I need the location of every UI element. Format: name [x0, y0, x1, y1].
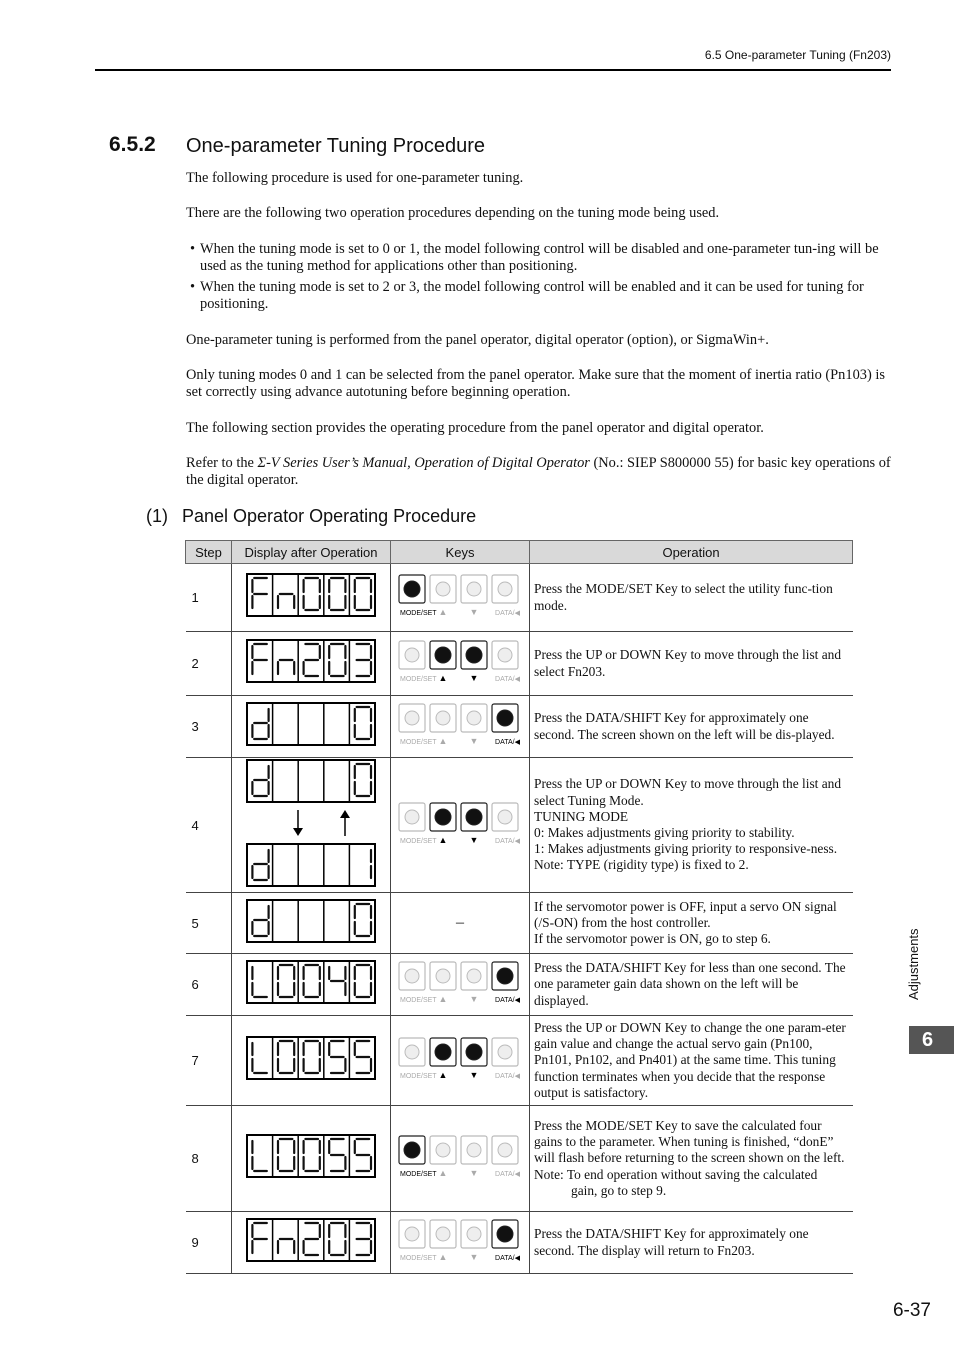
key-label: MODE/SET: [400, 676, 437, 683]
table-row: [186, 632, 853, 696]
mode-set-key[interactable]: [399, 641, 425, 669]
operation-cell: [530, 758, 853, 893]
lcd-display: [246, 1036, 376, 1080]
display-sequence: [232, 759, 390, 892]
key-button: [498, 648, 512, 662]
lcd-display: [246, 759, 376, 803]
lcd-display: [246, 1134, 376, 1178]
step-number: 9: [186, 1212, 232, 1274]
data-shift-key[interactable]: [492, 704, 518, 732]
mode-set-key[interactable]: [399, 803, 425, 831]
key-button: [467, 1227, 481, 1241]
key-button: [466, 647, 482, 663]
keys-cell: [391, 632, 530, 696]
key-button: [467, 1143, 481, 1157]
key-button: [498, 1143, 512, 1157]
key-label: ▼: [469, 1168, 479, 1178]
operation-text: If the servomotor power is ON, go to step 6.: [534, 931, 771, 947]
up-key[interactable]: [430, 641, 456, 669]
key-button: [436, 1143, 450, 1157]
operation-text: gain, go to step 9.: [571, 1182, 667, 1198]
data-shift-key[interactable]: [492, 575, 518, 603]
data-shift-key[interactable]: [492, 962, 518, 990]
key-label: ▲: [438, 1070, 448, 1080]
up-key[interactable]: [430, 1220, 456, 1248]
operation-text: Press the UP or DOWN Key to move through the list and select Fn203.: [534, 647, 842, 679]
key-label: DATA/◀: [495, 610, 520, 617]
procedure-table: [185, 540, 853, 1274]
operation-text: Press the MODE/SET Key to save the calculated four gains to the parameter. When tuning is finished, “donE” will flash before returning to the screen shown on the left.: [534, 1117, 845, 1166]
key-button: [436, 969, 450, 983]
operation-text: Press the DATA/SHIFT Key for approximately one second. The display will return to Fn203.: [534, 1226, 809, 1258]
keys-cell: [391, 893, 530, 954]
key-label: MODE/SET: [400, 1255, 437, 1262]
key-label: DATA/◀: [495, 837, 520, 845]
key-label: MODE/SET: [400, 1073, 437, 1080]
key-button: [467, 582, 481, 596]
keys-cell: [391, 1212, 530, 1274]
operation-text: Press the DATA/SHIFT Key for less than one second. The one parameter gain data shown on the left will be displayed.: [534, 960, 846, 1008]
key-button: [497, 968, 513, 984]
mode-set-key[interactable]: [399, 575, 425, 603]
key-button: [435, 809, 451, 825]
header-rule: [95, 69, 891, 71]
key-button: [405, 1045, 419, 1059]
down-key[interactable]: [461, 641, 487, 669]
paragraph: The following procedure is used for one-parameter tuning.: [186, 170, 524, 186]
keys-cell: [391, 696, 530, 758]
operation-text: Press the UP or DOWN Key to move through the list and select Tuning Mode.: [534, 776, 842, 808]
data-shift-key[interactable]: [492, 1136, 518, 1164]
table-header-row: [186, 541, 853, 564]
mode-set-key[interactable]: [399, 1220, 425, 1248]
step-number: 2: [186, 632, 232, 696]
operation-text: TUNING MODE: [534, 808, 629, 824]
display-cell: [232, 1212, 391, 1274]
operation-text: Press the MODE/SET Key to select the utility func-tion mode.: [534, 581, 833, 613]
operation-text: If the servomotor power is OFF, input a servo ON signal (/S-ON) from the host controller.: [534, 898, 837, 930]
bullet-item: [190, 279, 890, 313]
key-label: DATA/◀: [495, 1073, 520, 1080]
key-button: [436, 582, 450, 596]
reference-post: (No.: SIEP S800000 55) for basic key operations of the digital operator.: [186, 455, 891, 488]
keypad: [398, 799, 522, 847]
display-cell: [232, 632, 391, 696]
key-button: [405, 648, 419, 662]
up-key[interactable]: [430, 803, 456, 831]
display-cell: [232, 696, 391, 758]
lcd-display: [246, 843, 376, 887]
key-label: ▲: [438, 673, 448, 683]
operation-text: Press the UP or DOWN Key to change the one param-eter gain value and change the actual servo gain (Pn100, Pn101, Pn102, and Pn401) at the same time. This tuning function terminates when you decide that the response output is satisfactory.: [534, 1019, 846, 1100]
col-header-operation: Operation: [530, 541, 853, 564]
keypad: [398, 1216, 522, 1264]
no-keys-dash: –: [456, 914, 464, 931]
step-number: 7: [186, 1016, 232, 1106]
keypad: [398, 637, 522, 685]
chapter-tab: 6: [909, 1026, 954, 1054]
keypad: [398, 700, 522, 748]
arrow-up-icon: [340, 810, 350, 818]
manual-title: Σ-V Series User’s Manual, Operation of Digital Operator: [257, 455, 590, 471]
keypad: [398, 958, 522, 1006]
table-row: [186, 893, 853, 954]
down-key[interactable]: [461, 575, 487, 603]
key-button: [405, 1227, 419, 1241]
key-button: [405, 711, 419, 725]
paragraph: Only tuning modes 0 and 1 can be selected from the panel operator. Make sure that the moment of inertia ratio (Pn103) is set correctly using advance autotuning before beginning operation.: [186, 367, 885, 400]
operation-text: 1: Makes adjustments giving priority to responsive-ness.: [534, 841, 838, 857]
key-button: [435, 1044, 451, 1060]
bullet-text: When the tuning mode is set to 0 or 1, the model following control will be disabled and one-parameter tun-ing will be used as the tuning method for applications other than positioning.: [200, 241, 879, 274]
key-label: ▼: [469, 607, 479, 617]
lcd-display: [246, 960, 376, 1004]
display-cell: [232, 758, 391, 893]
key-label: ▼: [469, 673, 479, 683]
operation-cell: [530, 564, 853, 632]
key-label: ▼: [469, 1070, 479, 1080]
table-row: [186, 1016, 853, 1106]
up-key[interactable]: [430, 1136, 456, 1164]
key-label: ▼: [469, 994, 479, 1004]
key-button: [498, 1045, 512, 1059]
operation-cell: [530, 1212, 853, 1274]
table-row: [186, 696, 853, 758]
key-label: ▲: [438, 607, 448, 617]
mode-set-key[interactable]: [399, 1136, 425, 1164]
operation-cell: [530, 696, 853, 758]
step-number: 6: [186, 954, 232, 1016]
table-row: [186, 758, 853, 893]
key-label: ▼: [469, 834, 479, 845]
key-button: [467, 969, 481, 983]
display-cell: [232, 893, 391, 954]
keys-cell: [391, 564, 530, 632]
col-header-display: Display after Operation: [232, 541, 391, 564]
key-label: DATA/◀: [495, 676, 520, 683]
bullet-mark: •: [190, 279, 196, 295]
paragraph-reference: [186, 455, 891, 489]
key-label: MODE/SET: [400, 739, 437, 746]
paragraph: One-parameter tuning is performed from the panel operator, digital operator (option), or SigmaWin+.: [186, 332, 769, 348]
key-label: DATA/◀: [495, 1171, 520, 1178]
reference-pre: Refer to the: [186, 455, 258, 471]
paragraph: The following section provides the operating procedure from the panel operator and digital operator.: [186, 420, 764, 436]
down-key[interactable]: [461, 1136, 487, 1164]
data-shift-key[interactable]: [492, 641, 518, 669]
lcd-display: [246, 1218, 376, 1262]
col-header-step: Step: [186, 541, 232, 564]
key-button: [467, 711, 481, 725]
key-button: [404, 1142, 420, 1158]
down-key[interactable]: [461, 1220, 487, 1248]
key-label: ▼: [469, 1252, 479, 1262]
operation-cell: [530, 632, 853, 696]
display-cell: [232, 564, 391, 632]
display-cell: [232, 1016, 391, 1106]
key-button: [405, 969, 419, 983]
keypad: [398, 1132, 522, 1180]
bullet-text: When the tuning mode is set to 2 or 3, the model following control will be enabled and it can be used for tuning for positioning.: [200, 279, 864, 312]
operation-cell: [530, 1016, 853, 1106]
keys-cell: [391, 1016, 530, 1106]
key-label: MODE/SET: [400, 997, 437, 1004]
down-key[interactable]: [461, 803, 487, 831]
keypad: [398, 1034, 522, 1082]
operation-text: Note: TYPE (rigidity type) is fixed to 2.: [534, 857, 749, 873]
data-shift-key[interactable]: [492, 1038, 518, 1066]
table-row: [186, 1106, 853, 1212]
key-button: [498, 810, 512, 824]
key-button: [435, 647, 451, 663]
key-label: MODE/SET: [400, 1171, 437, 1178]
mode-set-key[interactable]: [399, 962, 425, 990]
table-row: [186, 564, 853, 632]
page-number: 6-37: [892, 1300, 931, 1321]
col-header-keys: Keys: [391, 541, 530, 564]
lcd-display: [246, 702, 376, 746]
up-key[interactable]: [430, 704, 456, 732]
table-row: [186, 954, 853, 1016]
data-shift-key[interactable]: [492, 1220, 518, 1248]
key-label: ▼: [469, 736, 479, 746]
operation-text: Press the DATA/SHIFT Key for approximately one second. The screen shown on the left will be dis-played.: [534, 710, 835, 742]
table-row: [186, 1212, 853, 1274]
subsection-heading: [146, 506, 476, 527]
section-title: One-parameter Tuning Procedure: [186, 135, 486, 157]
down-key[interactable]: [461, 962, 487, 990]
lcd-display: [246, 573, 376, 617]
operation-text: 0: Makes adjustments giving priority to stability.: [534, 825, 795, 840]
keys-cell: [391, 758, 530, 893]
key-label: MODE/SET: [400, 837, 437, 845]
display-cell: [232, 1106, 391, 1212]
mode-set-key[interactable]: [399, 704, 425, 732]
key-label: DATA/◀: [495, 739, 520, 746]
key-label: ▲: [438, 994, 448, 1004]
mode-set-key[interactable]: [399, 1038, 425, 1066]
key-label: ▲: [438, 834, 448, 845]
key-label: ▲: [438, 1252, 448, 1262]
step-number: 3: [186, 696, 232, 758]
key-button: [466, 809, 482, 825]
paragraph: There are the following two operation procedures depending on the tuning mode being used.: [186, 205, 720, 221]
keypad: [398, 571, 522, 619]
data-shift-key[interactable]: [492, 803, 518, 831]
step-number: 4: [186, 758, 232, 893]
keys-cell: [391, 954, 530, 1016]
up-key[interactable]: [430, 1038, 456, 1066]
key-button: [436, 1227, 450, 1241]
down-key[interactable]: [461, 1038, 487, 1066]
subsection-number: (1): [146, 506, 168, 526]
key-button: [497, 710, 513, 726]
key-button: [404, 581, 420, 597]
running-header: 6.5 One-parameter Tuning (Fn203): [704, 48, 891, 62]
key-button: [497, 1226, 513, 1242]
step-number: 1: [186, 564, 232, 632]
up-key[interactable]: [430, 575, 456, 603]
subsection-title: Panel Operator Operating Procedure: [182, 506, 477, 526]
operation-cell: [530, 1106, 853, 1212]
key-button: [498, 582, 512, 596]
key-label: ▲: [438, 736, 448, 746]
key-button: [466, 1044, 482, 1060]
bullet-mark: •: [190, 241, 196, 257]
section-number: 6.5.2: [109, 133, 156, 156]
key-button: [405, 810, 419, 824]
key-label: ▲: [438, 1168, 448, 1178]
key-label: MODE/SET: [400, 610, 437, 617]
display-cell: [232, 954, 391, 1016]
operation-text: Note: To end operation without saving the calculated: [534, 1166, 818, 1182]
bullet-item: [190, 241, 890, 275]
up-key[interactable]: [430, 962, 456, 990]
keys-cell: [391, 1106, 530, 1212]
operation-cell: [530, 893, 853, 954]
step-number: 5: [186, 893, 232, 954]
key-label: DATA/◀: [495, 997, 520, 1004]
key-label: DATA/◀: [495, 1255, 520, 1262]
arrow-down-icon: [293, 828, 303, 836]
down-key[interactable]: [461, 704, 487, 732]
lcd-display: [246, 899, 376, 943]
step-number: 8: [186, 1106, 232, 1212]
operation-cell: [530, 954, 853, 1016]
side-tab-label: Adjustments: [906, 928, 921, 1000]
lcd-display: [246, 639, 376, 683]
transition-arrows: [246, 808, 376, 838]
key-button: [436, 711, 450, 725]
